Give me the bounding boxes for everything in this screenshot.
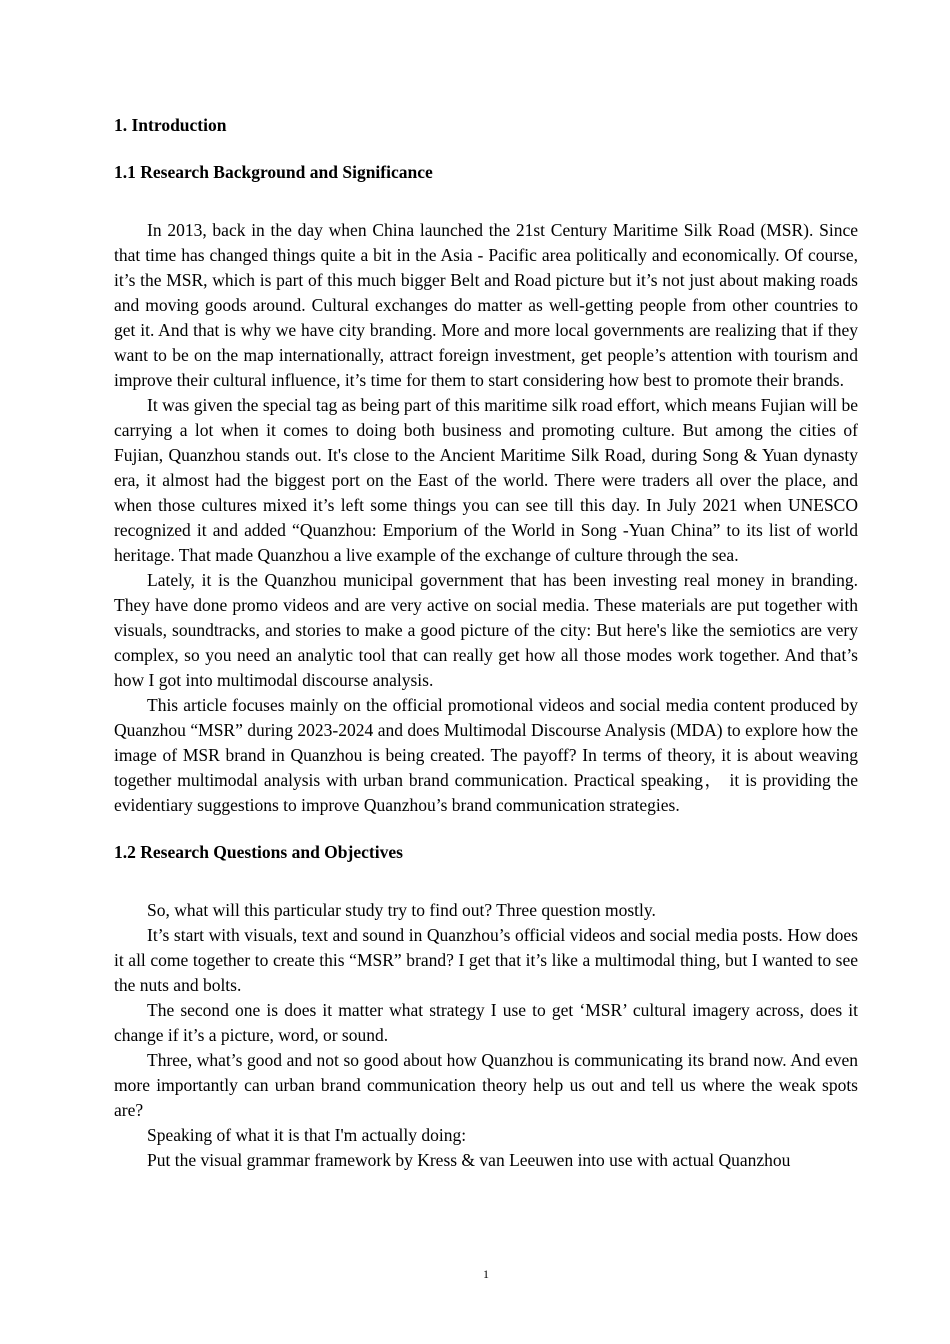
paragraph: It’s start with visuals, text and sound in Quanzhou’s official videos and social media posts. How does it all come together to create this “MSR” brand? I get that it’s like a multimodal thing, but I wanted to see the nuts and bolts.	[114, 925, 858, 995]
paragraph: The second one is does it matter what strategy I use to get ‘MSR’ cultural imagery across, does it change if it’s a picture, word, or sound.	[114, 1000, 858, 1045]
paragraph: It was given the special tag as being part of this maritime silk road effort, which means Fujian will be carrying a lot when it comes to doing both business and promoting culture. But among the cities of Fujian, Quanzhou stands out. It's close to the Ancient Maritime Silk Road, during Song & Yuan dynasty era, it almost had the biggest port on the East of the world. There were traders all over the place, and when those cultures mixed it’s left some things you can see till this day. In July 2021 when UNESCO recognized it and added “Quanzhou: Emporium of the World in Song -Yuan China” to its list of world heritage. That made Quanzhou a live example of the exchange of culture through the sea.	[114, 395, 858, 565]
paragraph: So, what will this particular study try to find out? Three question mostly.	[147, 900, 656, 920]
paragraph: Three, what’s good and not so good about how Quanzhou is communicating its brand now. And even more importantly can urban brand communication theory help us out and tell us where the weak spots are?	[114, 1050, 858, 1120]
paragraph: This article focuses mainly on the official promotional videos and social media content produced by Quanzhou “MSR” during 2023-2024 and does Multimodal Discourse Analysis (MDA) to explore how the image of MSR brand in Quanzhou is being created. The payoff? In terms of theory, it is about weaving together multimodal analysis with urban brand communication. Practical speaking， it is providing the evidentiary suggestions to improve Quanzhou’s brand communication strategies.	[114, 695, 858, 815]
document-body	[114, 113, 858, 1173]
paragraph: Lately, it is the Quanzhou municipal government that has been investing real money in branding. They have done promo videos and are very active on social media. These materials are put together with visuals, soundtracks, and stories to make a good picture of the city: But here's like the semiotics are very complex, so you need an analytic tool that can really get how all those modes work together. And that’s how I got into multimodal discourse analysis.	[114, 570, 858, 690]
paragraph: Put the visual grammar framework by Kress & van Leeuwen into use with actual Quanzhou	[147, 1150, 791, 1170]
paragraph: Speaking of what it is that I'm actually doing:	[147, 1125, 467, 1145]
section-heading-1-1: 1.1 Research Background and Significance	[114, 162, 433, 182]
section-1-1-body	[114, 218, 858, 818]
paragraph: In 2013, back in the day when China launched the 21st Century Maritime Silk Road (MSR). Since that time has changed things quite a bit in the Asia - Pacific area politically and economically. Of course, it’s the MSR, which is part of this much bigger Belt and Road picture but it’s not just about making roads and moving goods around. Cultural exchanges do matter as well-getting people from other countries to get it. And that is why we have city branding. More and more local governments are realizing that if they want to be on the map internationally, attract foreign investment, get people’s attention with tourism and improve their cultural influence, it’s time for them to start considering how best to promote their brands.	[114, 220, 858, 390]
page-number: 1	[483, 1267, 489, 1281]
section-1-2-body	[114, 898, 858, 1173]
section-heading-1-2: 1.2 Research Questions and Objectives	[114, 842, 403, 862]
chapter-heading: 1. Introduction	[114, 115, 227, 135]
